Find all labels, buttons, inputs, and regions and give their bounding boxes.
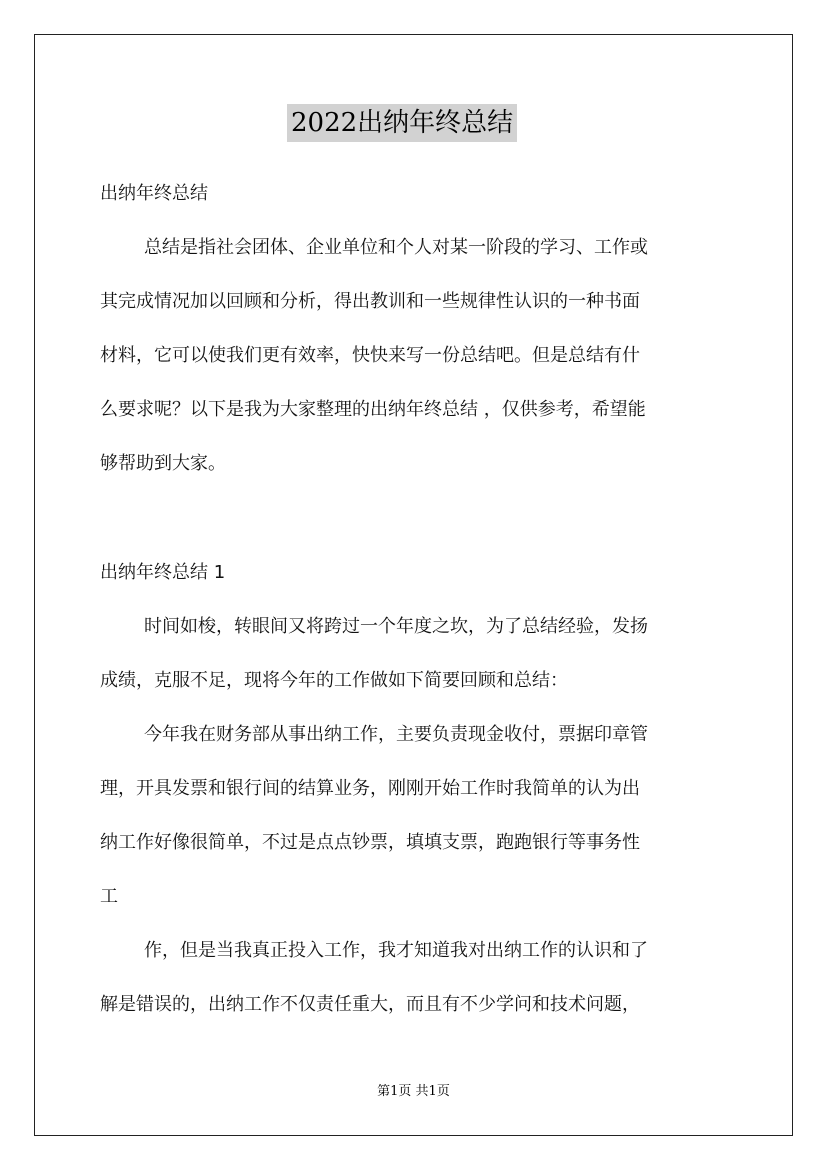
intro-line-4: 么要求呢？以下是我为大家整理的出纳年终总结 ，仅供参考，希望能	[100, 399, 646, 420]
section-line-1: 时间如梭，转眼间又将跨过一个年度之坎，为了总结经验，发扬	[144, 616, 648, 637]
section-line-7: 作，但是当我真正投入工作，我才知道我对出纳工作的认识和了	[144, 940, 648, 961]
page-number-footer: 第1页 共1页	[377, 1084, 450, 1099]
section-line-8: 解是错误的，出纳工作不仅责任重大，而且有不少学问和技术问题，	[100, 994, 640, 1015]
section-line-4: 理，开具发票和银行间的结算业务，刚刚开始工作时我简单的认为出	[100, 778, 640, 799]
section-line-2: 成绩，克服不足，现将今年的工作做如下简要回顾和总结：	[100, 670, 568, 691]
intro-line-5: 够帮助到大家。	[100, 453, 226, 474]
section-line-6: 工	[100, 886, 118, 907]
section-line-5: 纳工作好像很简单，不过是点点钞票，填填支票，跑跑银行等事务性	[100, 832, 640, 853]
section-line-3: 今年我在财务部从事出纳工作，主要负责现金收付，票据印章管	[144, 724, 648, 745]
intro-line-1: 总结是指社会团体、企业单位和个人对某一阶段的学习、工作或	[144, 237, 648, 258]
section-heading: 出纳年终总结 1	[100, 562, 226, 583]
intro-line-2: 其完成情况加以回顾和分析，得出教训和一些规律性认识的一种书面	[100, 291, 640, 312]
document-title: 2022出纳年终总结	[287, 104, 517, 142]
intro-line-3: 材料，它可以使我们更有效率，快快来写一份总结吧。但是总结有什	[100, 345, 640, 366]
intro-heading: 出纳年终总结	[100, 183, 208, 204]
